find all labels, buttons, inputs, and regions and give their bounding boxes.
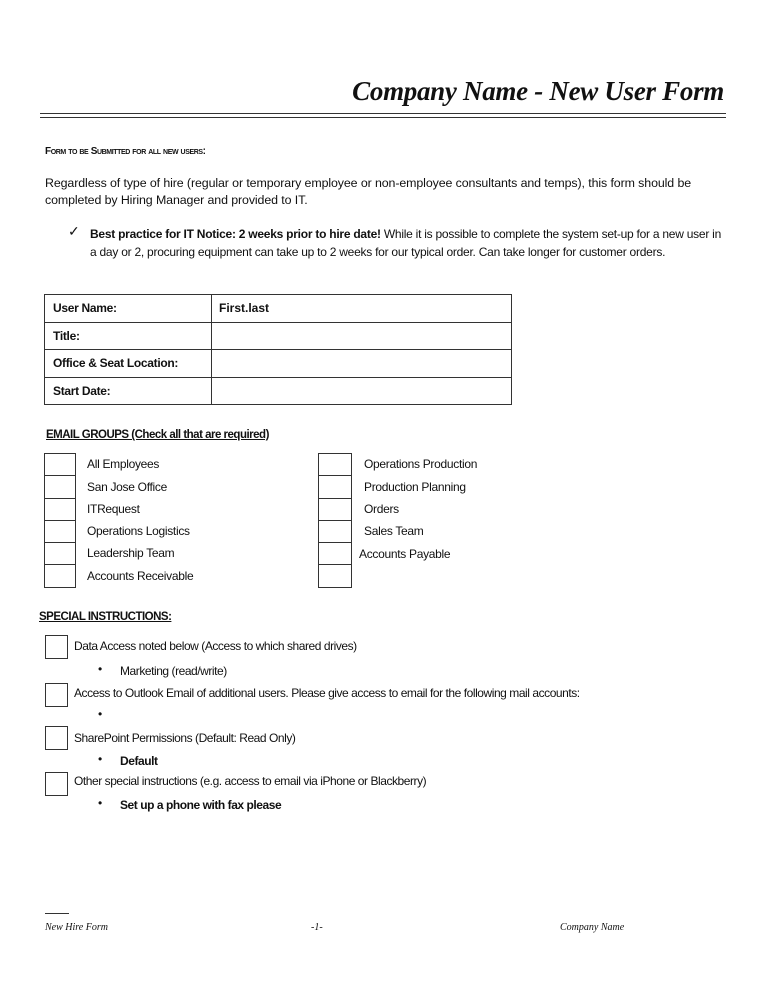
best-practice-label: Best practice for IT Notice: 2 weeks prior to hire date!	[90, 227, 381, 241]
checkbox-operations-production[interactable]	[319, 454, 352, 476]
checkbox-itrequest[interactable]	[45, 499, 76, 521]
office-seat-field[interactable]	[212, 350, 512, 378]
bullet-icon: •	[98, 796, 103, 810]
special-instruction-bullet: Set up a phone with fax please	[120, 798, 282, 812]
table-row	[45, 350, 512, 378]
special-checkbox-sharepoint[interactable]	[45, 726, 68, 750]
checkbox-accounts-payable[interactable]	[319, 543, 352, 565]
special-checkbox-other[interactable]	[45, 772, 68, 796]
special-checkbox-outlook-email[interactable]	[45, 683, 68, 707]
email-group-label: Accounts Receivable	[87, 569, 194, 583]
checkbox-operations-logistics[interactable]	[45, 521, 76, 543]
footer-company-name: Company Name	[560, 922, 625, 933]
footer-rule	[45, 913, 69, 914]
start-date-label: Start Date:	[45, 377, 212, 405]
email-groups-heading: EMAIL GROUPS (Check all that are required)	[46, 429, 269, 441]
title-label: Title:	[45, 322, 212, 350]
email-groups-right-checkboxes	[318, 453, 352, 588]
email-group-label: All Employees	[87, 457, 160, 471]
checkbox-orders[interactable]	[319, 499, 352, 521]
checkbox-production-planning[interactable]	[319, 476, 352, 498]
checkbox-accounts-receivable[interactable]	[45, 566, 76, 588]
checkbox-sales-team[interactable]	[319, 521, 352, 543]
special-instruction-text: Other special instructions (e.g. access to email via iPhone or Blackberry)	[74, 774, 427, 788]
user-info-table	[44, 294, 512, 405]
special-instruction-text: Data Access noted below (Access to which shared drives)	[74, 639, 357, 653]
checkbox-blank[interactable]	[319, 566, 352, 588]
email-group-label: Operations Production	[364, 457, 478, 471]
title-rule	[40, 113, 726, 114]
best-practice-text: While it is possible to complete the system set-up for a new user in a day or 2, procuring equipment can take up to 2 weeks for our typical order. Can take longer for customer orders.	[90, 227, 721, 259]
footer-page-number: -1-	[311, 922, 323, 933]
email-group-label: Orders	[364, 502, 399, 516]
form-title: Company Name - New User Form	[352, 76, 724, 106]
title-rule-double	[40, 117, 726, 118]
bullet-icon: •	[98, 707, 103, 721]
special-instruction-text: SharePoint Permissions (Default: Read Only)	[74, 731, 296, 745]
email-group-label: Production Planning	[364, 480, 466, 494]
checkbox-san-jose-office[interactable]	[45, 476, 76, 498]
checkbox-leadership-team[interactable]	[45, 543, 76, 565]
footer-form-name: New Hire Form	[45, 922, 108, 933]
submission-subheading: Form to be Submitted for all new users:	[45, 146, 206, 157]
table-row	[45, 377, 512, 405]
email-group-label: Operations Logistics	[87, 524, 190, 538]
intro-paragraph: Regardless of type of hire (regular or temporary employee or non-employee consultants and temps), this form should be completed by Hiring Manager and provided to IT.	[45, 176, 692, 207]
special-checkbox-data-access[interactable]	[45, 635, 68, 659]
office-seat-label: Office & Seat Location:	[45, 350, 212, 378]
special-instruction-bullet: Marketing (read/write)	[120, 664, 227, 678]
bullet-icon: •	[98, 662, 103, 676]
email-group-label: Accounts Payable	[359, 547, 451, 561]
email-group-label: San Jose Office	[87, 480, 167, 494]
checkmark-icon: ✓	[68, 223, 80, 239]
start-date-field[interactable]	[212, 377, 512, 405]
email-group-label: ITRequest	[87, 502, 140, 516]
title-field[interactable]	[212, 322, 512, 350]
table-row	[45, 295, 512, 323]
special-instruction-text: Access to Outlook Email of additional users. Please give access to email for the following mail accounts:	[74, 686, 580, 700]
user-name-field[interactable]: First.last	[212, 295, 512, 323]
table-row	[45, 322, 512, 350]
best-practice-note	[90, 225, 726, 261]
special-instructions-heading: SPECIAL INSTRUCTIONS:	[39, 611, 172, 623]
checkbox-all-employees[interactable]	[45, 454, 76, 476]
email-groups-left-checkboxes	[44, 453, 76, 588]
bullet-icon: •	[98, 752, 103, 766]
special-instruction-bullet: Default	[120, 754, 158, 768]
email-group-label: Sales Team	[364, 524, 424, 538]
email-group-label: Leadership Team	[87, 546, 175, 560]
user-name-label: User Name:	[45, 295, 212, 323]
